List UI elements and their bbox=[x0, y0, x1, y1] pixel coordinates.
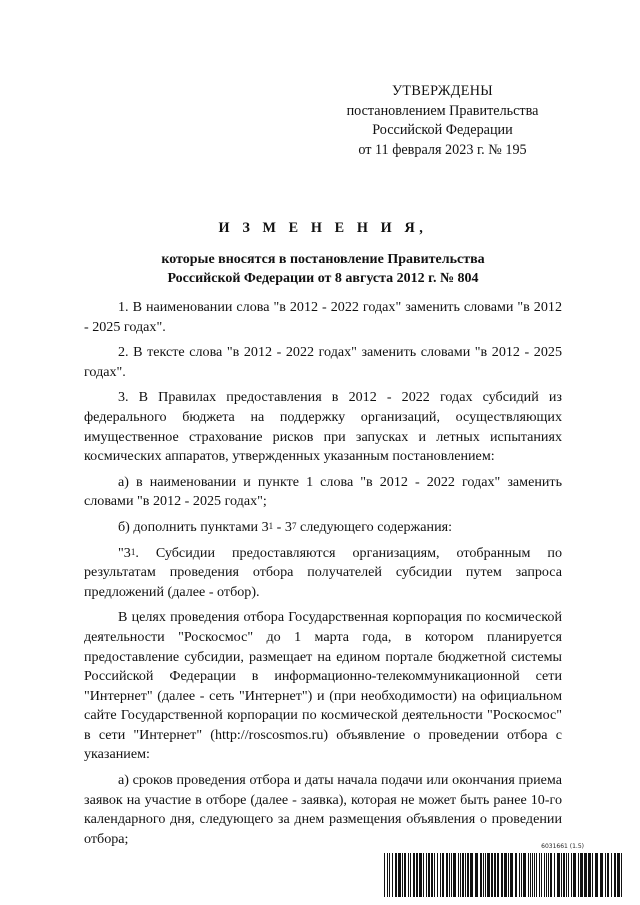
barcode-bar bbox=[515, 853, 517, 897]
barcode-bar bbox=[497, 853, 499, 897]
barcode-bar bbox=[423, 853, 424, 897]
barcode-bar bbox=[611, 853, 612, 897]
barcode-text: 6031661 (1.5) bbox=[541, 843, 584, 850]
barcode-bar bbox=[426, 853, 427, 897]
barcode-bar bbox=[584, 853, 587, 897]
barcode-bar bbox=[595, 853, 598, 897]
barcode-bar bbox=[573, 853, 576, 897]
barcode-bar bbox=[617, 853, 620, 897]
paragraph-1: 1. В наименовании слова "в 2012 - 2022 годах" заменить словами "в 2012 - 2025 годах". bbox=[84, 299, 562, 335]
barcode-bar bbox=[431, 853, 433, 897]
barcode-bar bbox=[451, 853, 452, 897]
barcode-bar bbox=[532, 853, 533, 897]
barcode-bar bbox=[402, 853, 403, 897]
heading-title: И З М Е Н Е Н И Я, bbox=[218, 220, 428, 236]
barcode-bar bbox=[548, 853, 549, 897]
p6-post: . Субсидии предоставляются организациям, отобранным по результатам проведения отбора получателей субсидии путем запроса предложений (далее - отбор). bbox=[84, 544, 562, 600]
barcode-bar bbox=[519, 853, 520, 897]
barcode-bars bbox=[384, 853, 624, 897]
approval-line-1: постановлением Правительства bbox=[346, 102, 539, 119]
barcode-bar bbox=[480, 853, 482, 897]
p5-post: следующего содержания: bbox=[296, 518, 453, 535]
barcode-bar bbox=[544, 853, 545, 897]
barcode-bar bbox=[442, 853, 444, 897]
barcode-bar bbox=[588, 853, 591, 897]
barcode-bar bbox=[550, 853, 552, 897]
p5-sup-1: 1 bbox=[268, 520, 274, 531]
barcode-bar bbox=[416, 853, 418, 897]
barcode-bar bbox=[387, 853, 388, 897]
barcode-bar bbox=[392, 853, 393, 897]
barcode-bar bbox=[546, 853, 547, 897]
heading-line-1: которые вносятся в постановление Правительства bbox=[161, 252, 485, 267]
barcode-bar bbox=[614, 853, 616, 897]
barcode-bar bbox=[462, 853, 464, 897]
barcode-bar bbox=[485, 853, 486, 897]
barcode-bar bbox=[410, 853, 411, 897]
barcode-bar bbox=[389, 853, 390, 897]
barcode-bar bbox=[395, 853, 397, 897]
barcode-bar bbox=[487, 853, 490, 897]
barcode-bar bbox=[534, 853, 535, 897]
barcode-bar bbox=[465, 853, 466, 897]
barcode-bar bbox=[528, 853, 529, 897]
barcode-bar bbox=[621, 853, 622, 897]
barcode-bar bbox=[508, 853, 509, 897]
barcode-bar bbox=[523, 853, 526, 897]
barcode-bar bbox=[491, 853, 493, 897]
barcode-bar bbox=[449, 853, 450, 897]
paragraph-7: В целях проведения отбора Государственная корпорация по космической деятельности "Роскосмос" до 1 марта года, в котором планируется предоставление субсидии, размещает на едином портале бюджетной системы Российской Федерации в информационно-телекоммуникационной сети "Интернет" (далее - сеть "Интернет") и (при необходимости) на официальном сайте Государственной корпорации по космической деятельности "Роскосмос" в сети "Интернет" (http://roscosmos.ru) объявление о проведении отбора с указанием: bbox=[84, 609, 562, 763]
barcode-bar bbox=[607, 853, 609, 897]
p5-sup-2: 7 bbox=[291, 520, 297, 531]
barcode-bar bbox=[536, 853, 537, 897]
approval-line-3: от 11 февраля 2023 г. № 195 bbox=[358, 141, 527, 158]
document-heading bbox=[80, 220, 566, 288]
barcode-bar bbox=[408, 853, 409, 897]
barcode-bar bbox=[592, 853, 593, 897]
heading-line-2: Российской Федерации от 8 августа 2012 г. № 804 bbox=[167, 270, 479, 286]
barcode-bar bbox=[554, 853, 555, 897]
p5-pre: б) дополнить пунктами 3 bbox=[118, 518, 269, 535]
paragraph-5 bbox=[84, 518, 562, 538]
barcode-bar bbox=[539, 853, 540, 897]
barcode-bar bbox=[605, 853, 606, 897]
barcode-bar bbox=[504, 853, 507, 897]
barcode-bar bbox=[384, 853, 385, 897]
barcode-bar bbox=[470, 853, 473, 897]
approval-stamp bbox=[330, 82, 555, 160]
paragraph-3: 3. В Правилах предоставления в 2012 - 2022 годах субсидий из федерального бюджета на поддержку организаций, осуществляющих имущественное страхование рисков при запусках и летных испытаниях космических аппаратов, утвержденных указанным постановлением: bbox=[84, 389, 562, 465]
approval-title: УТВЕРЖДЕНЫ bbox=[392, 83, 493, 99]
barcode-bar bbox=[600, 853, 603, 897]
barcode-bar bbox=[428, 853, 430, 897]
barcode-bar bbox=[521, 853, 522, 897]
barcode-bar bbox=[566, 853, 567, 897]
barcode-bar bbox=[541, 853, 542, 897]
barcode-bar bbox=[475, 853, 478, 897]
barcode-bar bbox=[557, 853, 560, 897]
barcode-bar bbox=[404, 853, 406, 897]
barcode-bar bbox=[398, 853, 401, 897]
barcode-bar bbox=[458, 853, 459, 897]
p6-pre: "3 bbox=[118, 544, 131, 561]
document-body bbox=[84, 298, 562, 855]
barcode-bar bbox=[434, 853, 435, 897]
barcode-bar bbox=[437, 853, 438, 897]
barcode-bar bbox=[578, 853, 579, 897]
barcode-bar bbox=[563, 853, 565, 897]
p5-mid: - 3 bbox=[273, 518, 292, 535]
document-barcode bbox=[384, 843, 624, 899]
barcode-bar bbox=[580, 853, 583, 897]
barcode-bar bbox=[419, 853, 422, 897]
barcode-bar bbox=[446, 853, 448, 897]
barcode-bar bbox=[413, 853, 415, 897]
barcode-bar bbox=[440, 853, 441, 897]
barcode-bar bbox=[467, 853, 469, 897]
paragraph-8: а) сроков проведения отбора и даты начала подачи или окончания приема заявок на участие в отборе (далее - заявка), которая не может быть ранее 10-го календарного дня, следующего за днем размещения объявления о проведении отбора; bbox=[84, 772, 562, 847]
barcode-bar bbox=[571, 853, 572, 897]
barcode-bar bbox=[530, 853, 531, 897]
barcode-bar bbox=[460, 853, 461, 897]
barcode-bar bbox=[510, 853, 513, 897]
p6-sup: 1 bbox=[130, 546, 136, 557]
barcode-bar bbox=[453, 853, 456, 897]
paragraph-4: а) в наименовании и пункте 1 слова "в 2012 - 2022 годах" заменить словами "в 2012 - 2025 годах"; bbox=[84, 473, 562, 510]
barcode-bar bbox=[494, 853, 496, 897]
approval-line-2: Российской Федерации bbox=[372, 122, 513, 139]
barcode-bar bbox=[501, 853, 503, 897]
paragraph-2: 2. В тексте слова "в 2012 - 2022 годах" заменить словами "в 2012 - 2025 годах". bbox=[84, 344, 562, 380]
barcode-bar bbox=[561, 853, 562, 897]
paragraph-6 bbox=[84, 544, 562, 603]
barcode-bar bbox=[568, 853, 569, 897]
barcode-bar bbox=[483, 853, 484, 897]
